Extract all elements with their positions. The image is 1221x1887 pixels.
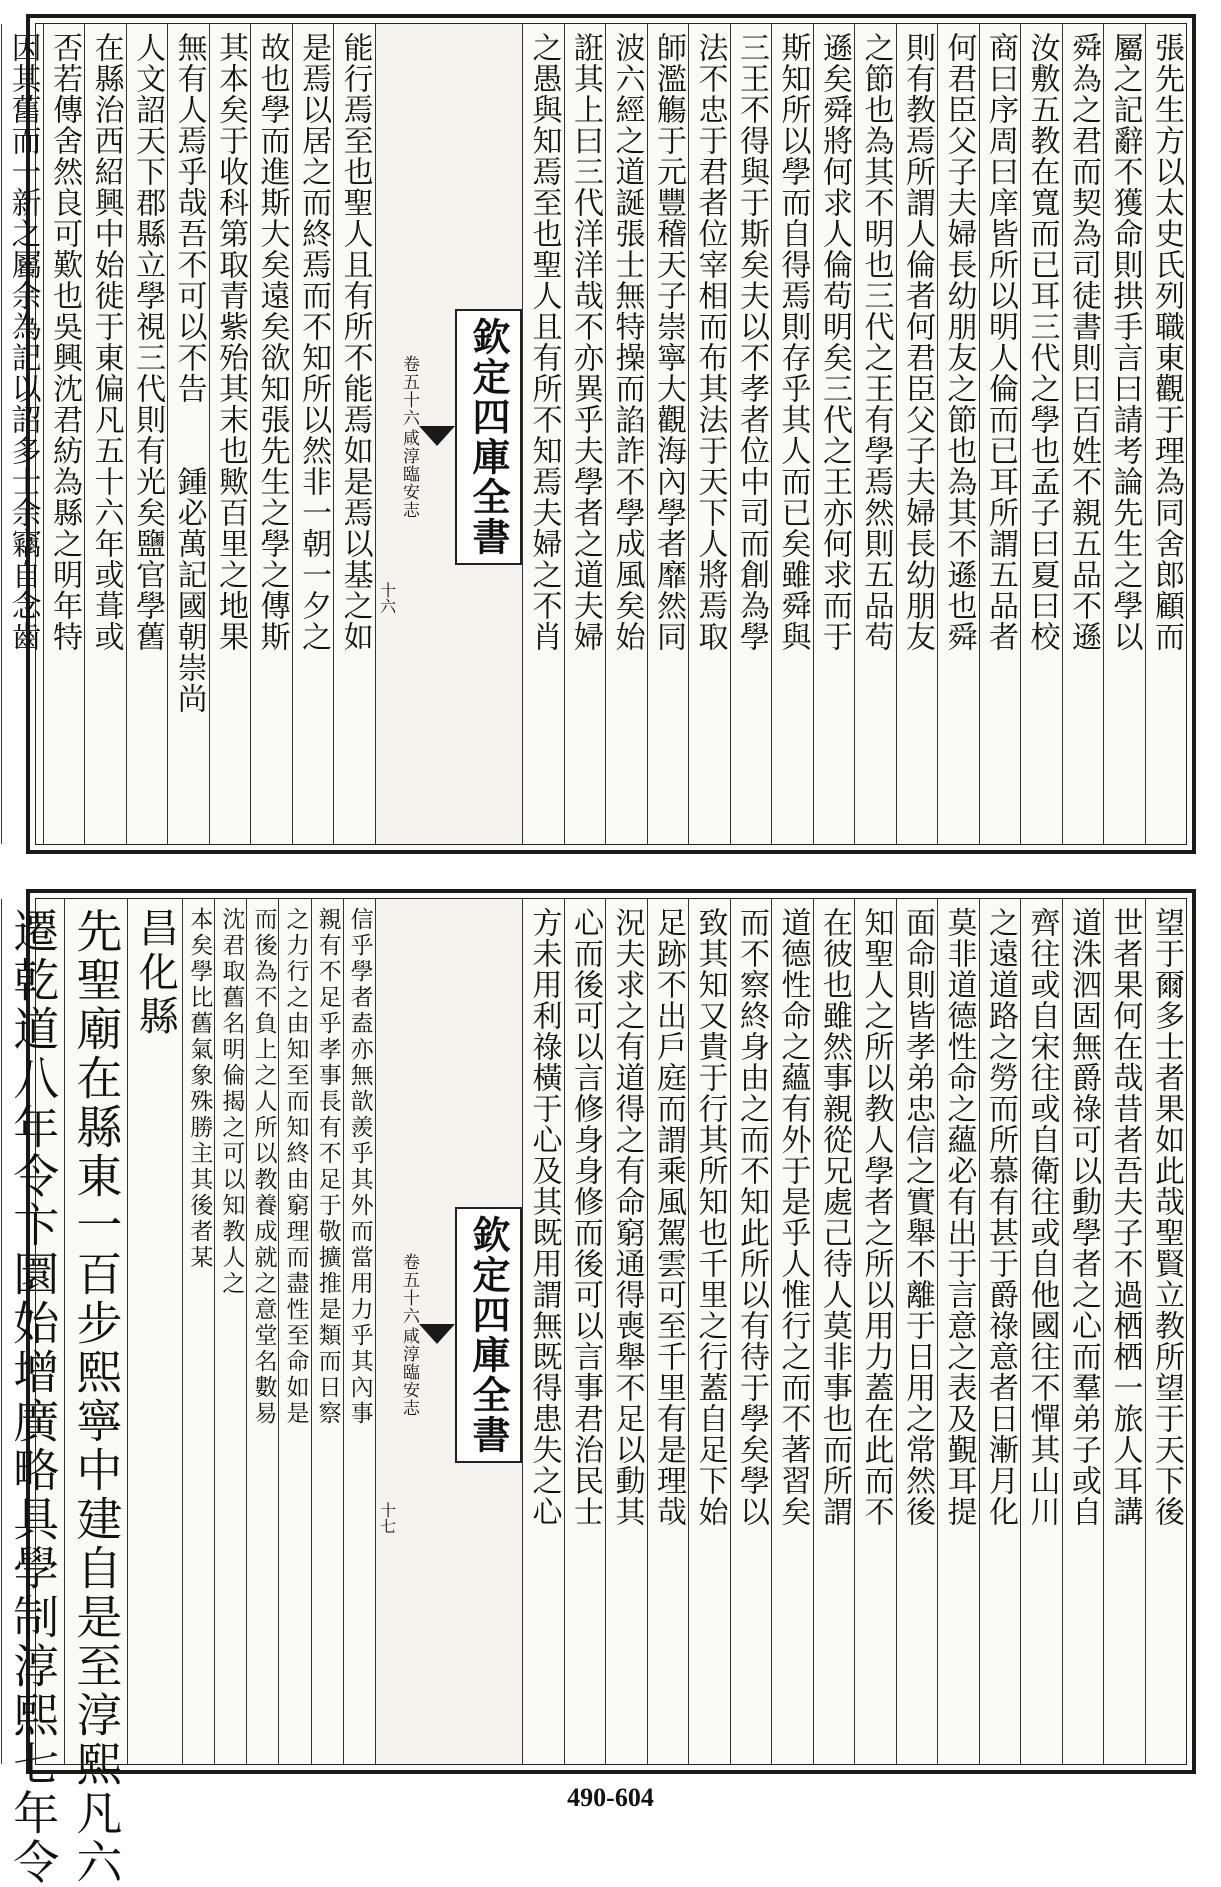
center-fold-bottom — [375, 899, 522, 1764]
book-title: 欽定四庫全書 — [455, 309, 522, 565]
text-column: 誑其上曰三代洋洋哉不亦異乎夫學者之道夫婦 — [564, 24, 606, 844]
text-column: 沈君取舊名明倫揭之可以知教人之 — [214, 899, 246, 1764]
text-column: 故也學而進斯大矣遠矣欲知張先生之學之傳斯 — [250, 24, 292, 844]
volume-juan: 卷五十六 — [399, 1252, 419, 1325]
text-column: 其本矣于收科第取青紫殆其末也歟百里之地果 — [209, 24, 251, 844]
text-column: 師濫觴于元豐稽天子崇寧大觀海內學者靡然同 — [647, 24, 689, 844]
volume-label — [399, 355, 419, 519]
fishtail-mark — [419, 426, 455, 446]
text-column: 本矣學比舊氣象殊勝主其後者某 — [182, 899, 214, 1764]
text-column: 心而後可以言修身身修而後可以言事君治民士 — [564, 899, 606, 1764]
folio-number: 十六 — [377, 582, 397, 614]
text-column: 波六經之道誕張士無特操而諂詐不學成風矣始 — [605, 24, 647, 844]
text-column: 因其舊而一新之屬余為記以詔多士余竊自念齒 — [1, 24, 43, 844]
temple-heading: 先聖廟在縣東一百步熙寧中建自是至淳熙凡六 — [64, 899, 127, 1764]
text-column: 親有不足乎孝事長有不足于敬擴推是類而日察 — [311, 899, 343, 1764]
text-column: 遜矣舜將何求人倫苟明矣三代之王亦何求而于 — [813, 24, 855, 844]
county-heading: 昌化縣 — [127, 899, 182, 1764]
text-column: 世者果何在哉昔者吾夫子不過栖栖一旅人耳講 — [1103, 899, 1145, 1764]
text-column: 之遠道路之勞而所慕有甚于爵祿意者日漸月化 — [979, 899, 1021, 1764]
text-column: 知聖人之所以教人學者之所以用力蓋在此而不 — [854, 899, 896, 1764]
text-column: 否若傳舍然良可歎也吳興沈君紡為縣之明年特 — [43, 24, 85, 844]
text-column: 在縣治西紹興中始徙于東偏凡五十六年或葺或 — [84, 24, 126, 844]
text-column: 是焉以居之而終焉而不知所以然非一朝一夕之 — [292, 24, 334, 844]
text-column: 信乎學者盍亦無歆羨乎其外而當用力乎其內事 — [343, 899, 375, 1764]
folio-number: 十七 — [377, 1502, 397, 1534]
text-column: 而後為不負上之人所以教養成就之意堂名數易 — [246, 899, 278, 1764]
text-column: 法不忠于君者位宰相而布其法于天下人將焉取 — [688, 24, 730, 844]
fishtail-mark — [419, 1324, 455, 1344]
text-column: 道德性命之蘊有外于是乎人惟行之而不著習矣 — [771, 899, 813, 1764]
text-column: 三王不得與于斯矣夫以不孝者位中司而創為學 — [730, 24, 772, 844]
text-column: 無有人焉乎哉吾不可以不告 鍾必萬記國朝崇尚 — [167, 24, 209, 844]
text-column: 之力行之由知至而知終由窮理而盡性至命如是 — [278, 899, 310, 1764]
text-column: 人文詔天下郡縣立學視三代則有光矣鹽官學舊 — [126, 24, 168, 844]
volume-name: 咸淳臨安志 — [399, 1326, 419, 1417]
text-column: 望于爾多士者果如此哉聖賢立教所望于天下後 — [1145, 899, 1187, 1764]
text-column: 之愚與知焉至也聖人且有所不知焉夫婦之不肖 — [522, 24, 564, 844]
text-column: 何君臣父子夫婦長幼朋友之節也為其不遜也舜 — [937, 24, 979, 844]
text-column: 莫非道德性命之蘊必有出于言意之表及覲耳提 — [937, 899, 979, 1764]
text-column: 則有教焉所謂人倫者何君臣父子夫婦長幼朋友 — [896, 24, 938, 844]
text-column: 而不察終身由之而不知此所以有待于學矣學以 — [730, 899, 772, 1764]
text-column: 況夫求之有道得之有命窮通得喪舉不足以動其 — [605, 899, 647, 1764]
top-page — [5, 14, 1196, 854]
text-column: 足跡不出戶庭而謂乘風駕雲可至千里有是理哉 — [647, 899, 689, 1764]
text-column: 面命則皆孝弟忠信之實舉不離于日用之常然後 — [896, 899, 938, 1764]
text-column: 屬之記辭不獲命則拱手言曰請考論先生之學以 — [1103, 24, 1145, 844]
top-page-grid — [5, 23, 1187, 845]
text-column: 張先生方以太史氏列職東觀于理為同舍郎顧而 — [1145, 24, 1187, 844]
text-column: 之節也為其不明也三代之王有學焉然則五品苟 — [854, 24, 896, 844]
page-number: 490-604 — [567, 1783, 654, 1812]
text-column: 致其知又貴于行其所知也千里之行蓋自足下始 — [688, 899, 730, 1764]
text-column: 舜為之君而契為司徒書則曰百姓不親五品不遜 — [1062, 24, 1104, 844]
volume-name: 咸淳臨安志 — [399, 429, 419, 519]
book-title: 欽定四庫全書 — [455, 1207, 522, 1463]
center-fold-top — [375, 24, 522, 844]
volume-label — [399, 1253, 419, 1417]
text-column: 齊往或自宋往或自衛往或自他國往不憚其山川 — [1020, 899, 1062, 1764]
temple-line: 遷乾道八年令卞圜始增廣略具學制淳熙七年令 — [1, 899, 64, 1764]
text-column: 斯知所以學而自得焉則存乎其人而已矣雖舜與 — [771, 24, 813, 844]
text-column: 商曰序周曰庠皆所以明人倫而已耳所謂五品者 — [979, 24, 1021, 844]
text-column: 能行焉至也聖人且有所不能焉如是焉以基之如 — [333, 24, 375, 844]
volume-juan: 卷五十六 — [399, 355, 419, 427]
text-column: 在彼也雖然事親從兄處己待人莫非事也而所謂 — [813, 899, 855, 1764]
text-column: 汝敷五教在寬而已耳三代之學也孟子曰夏曰校 — [1020, 24, 1062, 844]
text-column: 方未用利祿橫于心及其既用謂無既得患失之心 — [522, 899, 564, 1764]
text-column: 道洙泗固無爵祿可以動學者之心而羣弟子或自 — [1062, 899, 1104, 1764]
